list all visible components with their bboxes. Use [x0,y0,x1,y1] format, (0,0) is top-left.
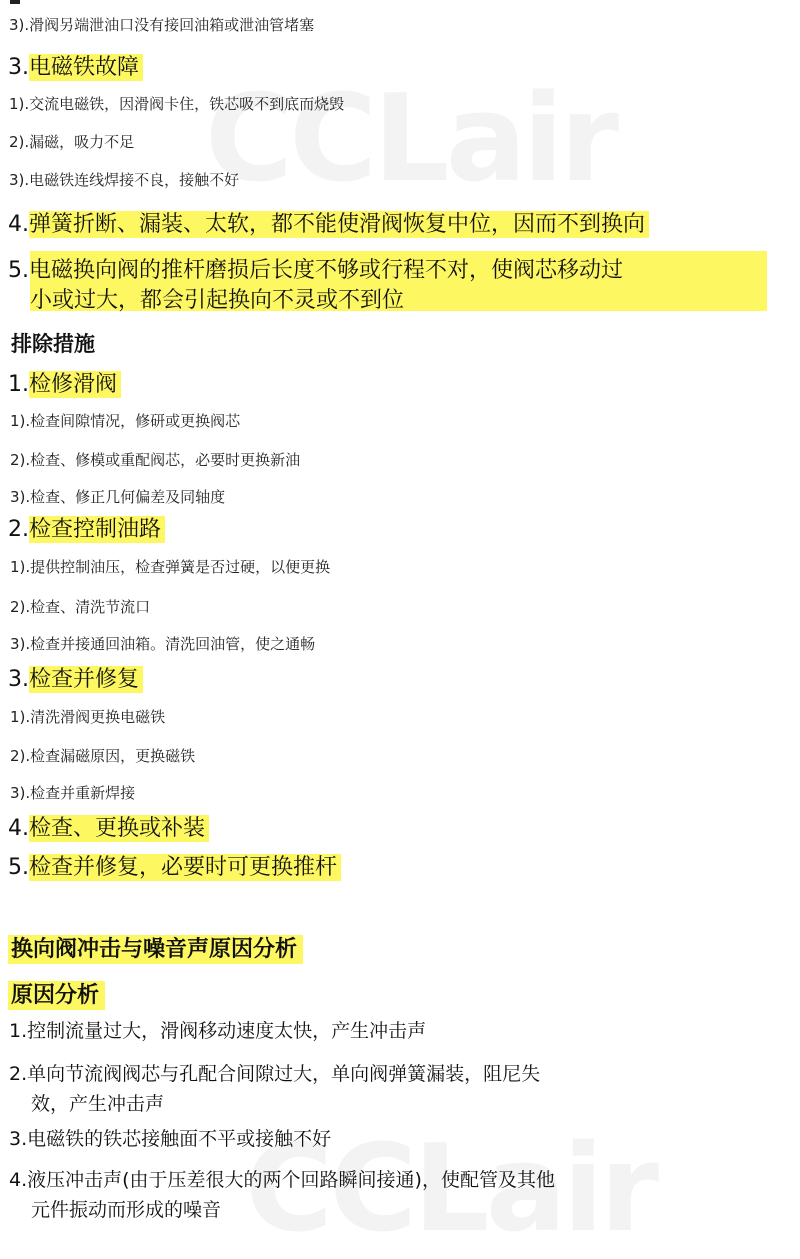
heading-text: 检查、更换或补装 [29,815,209,842]
cause-analysis-continuation: 元件振动而形成的噪音 [31,1199,222,1221]
heading-number: 4. [8,212,29,237]
cause-analysis-item: 4.液压冲击声(由于压差很大的两个回路瞬间接通)，使配管及其他 [9,1169,555,1191]
remedy-item: 2).检查、修模或重配阀芯，必要时更换新油 [10,451,301,469]
section-title [8,932,303,963]
heading-number: 4. [8,816,29,841]
remedy-item: 3).检查并重新焊接 [10,784,136,802]
remedy-heading-2 [8,512,165,543]
remedy-item: 1).提供控制油压，检查弹簧是否过硬，以便更换 [10,558,331,576]
cause-heading-4 [8,207,649,238]
cause-item: 1).交流电磁铁，因滑阀卡住，铁芯吸不到底而烧毁 [9,95,345,113]
section-subtitle [8,978,105,1009]
remedy-item: 1).检查间隙情况，修研或更换阀芯 [10,412,241,430]
remedy-item: 3).检查并接通回油箱。清洗回油管，使之通畅 [10,635,316,653]
remedy-heading-3 [8,662,143,693]
heading-number: 5. [8,855,29,880]
remedy-heading-1 [8,367,121,398]
heading-text: 检修滑阀 [29,371,121,398]
remedy-item: 3).检查、修正几何偏差及同轴度 [10,488,226,506]
watermark [205,70,615,209]
remedy-heading-5 [8,850,341,881]
cause-item: 2).漏磁，吸力不足 [9,133,135,151]
heading-text: 电磁换向阀的推杆磨损后长度不够或行程不对，使阀芯移动过 [29,258,624,283]
cause-analysis-item: 1.控制流量过大，滑阀移动速度太快，产生冲击声 [9,1020,427,1042]
remedy-item: 1).清洗滑阀更换电磁铁 [10,708,166,726]
cause-heading-3 [8,50,143,81]
heading-text: 检查并修复，必要时可更换推杆 [29,854,341,881]
cause-item: 3).电磁铁连线焊接不良，接触不好 [9,171,240,189]
section-title-text: 换向阀冲击与噪音声原因分析 [8,935,303,964]
cause-heading-5 [8,253,623,284]
heading-text: 电磁铁故障 [29,54,143,81]
cause-analysis-item: 3.电磁铁的铁芯接触面不平或接触不好 [9,1128,332,1150]
heading-number: 2. [8,517,29,542]
heading-number: 5. [8,258,29,283]
section-subtitle-text: 原因分析 [8,981,105,1010]
clipped-text-fragment [10,0,20,4]
remedy-item: 2).检查、清洗节流口 [10,598,151,616]
remedy-title: 排除措施 [11,332,95,356]
heading-text: 弹簧折断、漏装、太软，都不能使滑阀恢复中位，因而不到换向 [29,211,649,238]
remedy-item: 2).检查漏磁原因，更换磁铁 [10,747,196,765]
cause-item: 3).滑阀另端泄油口没有接回油箱或泄油管堵塞 [9,16,315,34]
cause-analysis-item: 2.单向节流阀阀芯与孔配合间隙过大，单向阀弹簧漏装，阻尼失 [9,1063,541,1085]
heading-text: 检查并修复 [29,666,143,693]
heading-number: 1. [8,372,29,397]
cause-analysis-continuation: 效，产生冲击声 [31,1093,165,1115]
heading-text: 检查控制油路 [29,516,165,543]
heading-number: 3. [8,55,29,80]
remedy-heading-4 [8,811,209,842]
heading-number: 3. [8,667,29,692]
heading-continuation: 小或过大，都会引起换向不灵或不到位 [30,288,405,313]
